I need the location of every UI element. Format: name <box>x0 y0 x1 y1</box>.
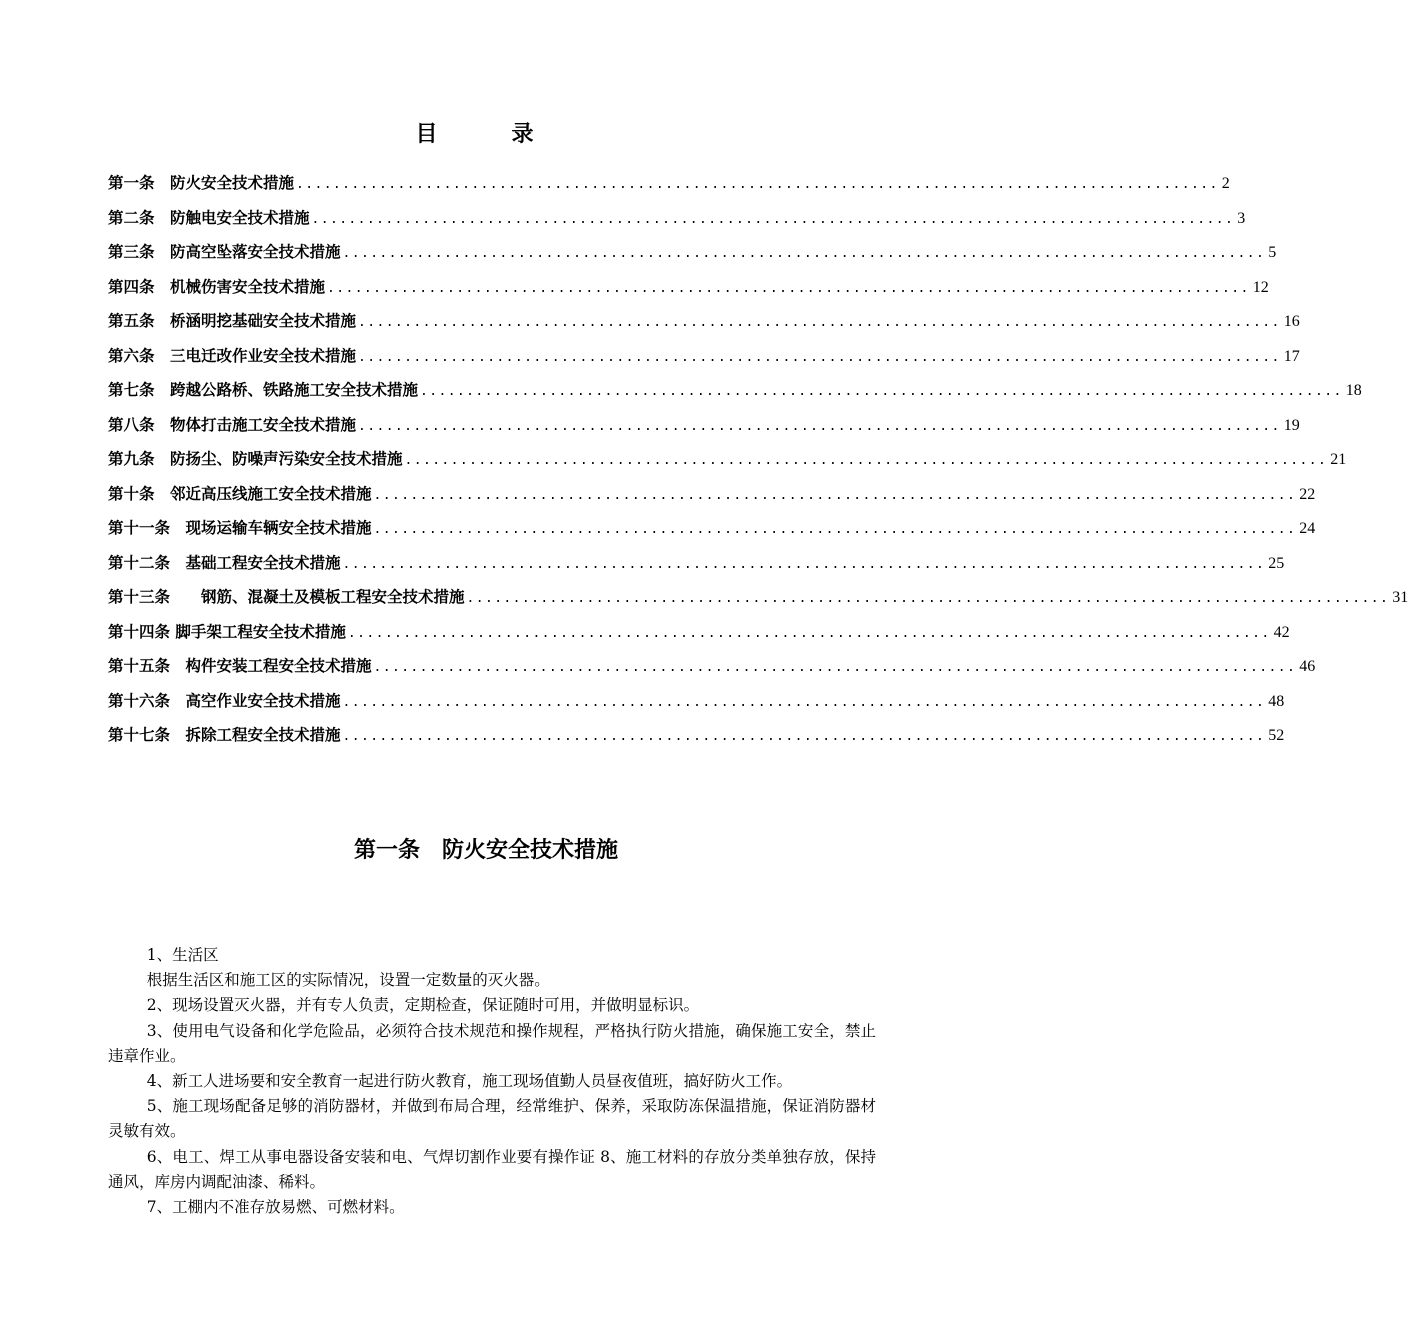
toc-entry[interactable] <box>108 270 1269 305</box>
toc-entry-page: 25 <box>1268 554 1285 572</box>
toc-entry-label: 第三条 防高空坠落安全技术措施 <box>108 243 341 261</box>
table-of-contents <box>108 166 1408 753</box>
toc-title: 目 录 <box>415 122 560 147</box>
toc-entry-label: 第十四条 脚手架工程安全技术措施 <box>108 622 346 641</box>
toc-entry-label: 第十二条 基础工程安全技术措施 <box>108 553 341 572</box>
toc-entry-page: 17 <box>1283 347 1300 365</box>
toc-entry-page: 18 <box>1345 382 1362 399</box>
toc-entry[interactable] <box>108 546 1285 581</box>
toc-entry[interactable] <box>108 684 1285 719</box>
toc-leader-dots: .................................................................................................... <box>327 280 1250 296</box>
toc-entry[interactable] <box>108 408 1300 443</box>
toc-entry[interactable] <box>108 201 1246 236</box>
toc-leader-dots: .................................................................................................... <box>347 625 1271 641</box>
toc-entry-page: 19 <box>1283 416 1300 434</box>
toc-leader-dots: .................................................................................................... <box>358 349 1281 365</box>
toc-entry-page: 16 <box>1283 313 1300 330</box>
toc-leader-dots: .................................................................................................... <box>420 384 1343 399</box>
toc-entry-label: 第七条 跨越公路桥、铁路施工安全技术措施 <box>108 381 419 399</box>
toc-entry[interactable] <box>108 304 1300 339</box>
toc-entry-label: 第六条 三电迁改作业安全技术措施 <box>108 346 357 365</box>
paragraph: 根据生活区和施工区的实际情况，设置一定数量的灭火器。 <box>146 971 550 990</box>
toc-leader-dots: .................................................................................................... <box>342 729 1266 744</box>
toc-entry-page: 3 <box>1237 209 1246 227</box>
toc-entry[interactable] <box>108 477 1316 512</box>
toc-entry[interactable] <box>108 649 1316 684</box>
toc-entry[interactable] <box>108 442 1347 477</box>
toc-entry[interactable] <box>108 511 1316 546</box>
toc-entry-label: 第十五条 构件安装工程安全技术措施 <box>108 657 372 675</box>
paragraph: 7、工棚内不准存放易燃、可燃材料。 <box>146 1198 405 1217</box>
paragraph: 3、使用电气设备和化学危险品，必须符合技术规范和操作规程，严格执行防火措施，确保施工安全，禁止违章作业。 <box>108 1021 876 1065</box>
toc-entry-page: 48 <box>1268 692 1285 710</box>
toc-entry-page: 42 <box>1273 623 1290 641</box>
toc-entry-page: 24 <box>1299 520 1316 537</box>
toc-entry-label: 第一条 防火安全技术措施 <box>108 174 295 192</box>
paragraph: 2、现场设置灭火器，并有专人负责，定期检查，保证随时可用，并做明显标识。 <box>146 996 700 1015</box>
toc-leader-dots: .................................................................................................... <box>373 487 1297 503</box>
paragraph: 4、新工人进场要和安全教育一起进行防火教育，施工现场值勤人员昼夜值班，搞好防火工作。 <box>146 1072 793 1091</box>
paragraph: 1、生活区 <box>146 946 219 964</box>
toc-entry-page: 5 <box>1268 244 1277 261</box>
toc-entry-page: 21 <box>1330 451 1347 468</box>
paragraph: 6、电工、焊工从事电器设备安装和电、气焊切割作业要有操作证 8、施工材料的存放分类单独存放，保持通风，库房内调配油漆、稀料。 <box>108 1147 876 1191</box>
toc-entry-label: 第二条 防触电安全技术措施 <box>108 208 310 227</box>
toc-entry-label: 第五条 桥涵明挖基础安全技术措施 <box>108 312 357 330</box>
toc-entry[interactable] <box>108 718 1285 753</box>
toc-entry-label: 第九条 防扬尘、防噪声污染安全技术措施 <box>108 450 403 468</box>
toc-entry[interactable] <box>108 235 1277 270</box>
toc-leader-dots: .................................................................................................... <box>358 418 1281 434</box>
toc-entry[interactable] <box>108 373 1362 408</box>
section-title: 第一条 防火安全技术措施 <box>353 838 618 863</box>
toc-leader-dots: .................................................................................................... <box>358 315 1281 330</box>
toc-entry[interactable] <box>108 166 1230 201</box>
toc-entry-page: 52 <box>1268 727 1285 744</box>
section-body <box>108 943 876 1220</box>
paragraph: 5、施工现场配备足够的消防器材，并做到布局合理，经常维护、保养，采取防冻保温措施，保证消防器材灵敏有效。 <box>108 1097 876 1141</box>
toc-entry-page: 46 <box>1299 658 1316 675</box>
toc-entry-page: 2 <box>1221 175 1230 192</box>
toc-leader-dots: .................................................................................................... <box>404 453 1328 468</box>
toc-leader-dots: .................................................................................................... <box>342 556 1266 572</box>
toc-leader-dots: .................................................................................................... <box>342 694 1266 710</box>
toc-entry-label: 第十三条 钢筋、混凝土及模板工程安全技术措施 <box>108 588 465 606</box>
toc-leader-dots: .................................................................................................... <box>296 177 1219 192</box>
toc-leader-dots: .................................................................................................... <box>311 211 1235 227</box>
toc-entry[interactable] <box>108 339 1300 374</box>
toc-entry-label: 第十条 邻近高压线施工安全技术措施 <box>108 484 372 503</box>
toc-entry-label: 第十六条 高空作业安全技术措施 <box>108 691 341 710</box>
toc-entry-page: 31 <box>1392 589 1408 606</box>
toc-entry-label: 第八条 物体打击施工安全技术措施 <box>108 415 357 434</box>
toc-entry-page: 12 <box>1252 278 1269 296</box>
toc-leader-dots: .................................................................................................... <box>373 660 1297 675</box>
toc-entry-label: 第十一条 现场运输车辆安全技术措施 <box>108 519 372 537</box>
toc-entry[interactable] <box>108 615 1290 650</box>
toc-entry-label: 第十七条 拆除工程安全技术措施 <box>108 726 341 744</box>
toc-entry-label: 第四条 机械伤害安全技术措施 <box>108 277 326 296</box>
toc-entry-page: 22 <box>1299 485 1316 503</box>
toc-leader-dots: .................................................................................................... <box>373 522 1297 537</box>
toc-leader-dots: .................................................................................................... <box>466 591 1390 606</box>
toc-entry[interactable] <box>108 580 1408 615</box>
toc-leader-dots: .................................................................................................... <box>342 246 1266 261</box>
